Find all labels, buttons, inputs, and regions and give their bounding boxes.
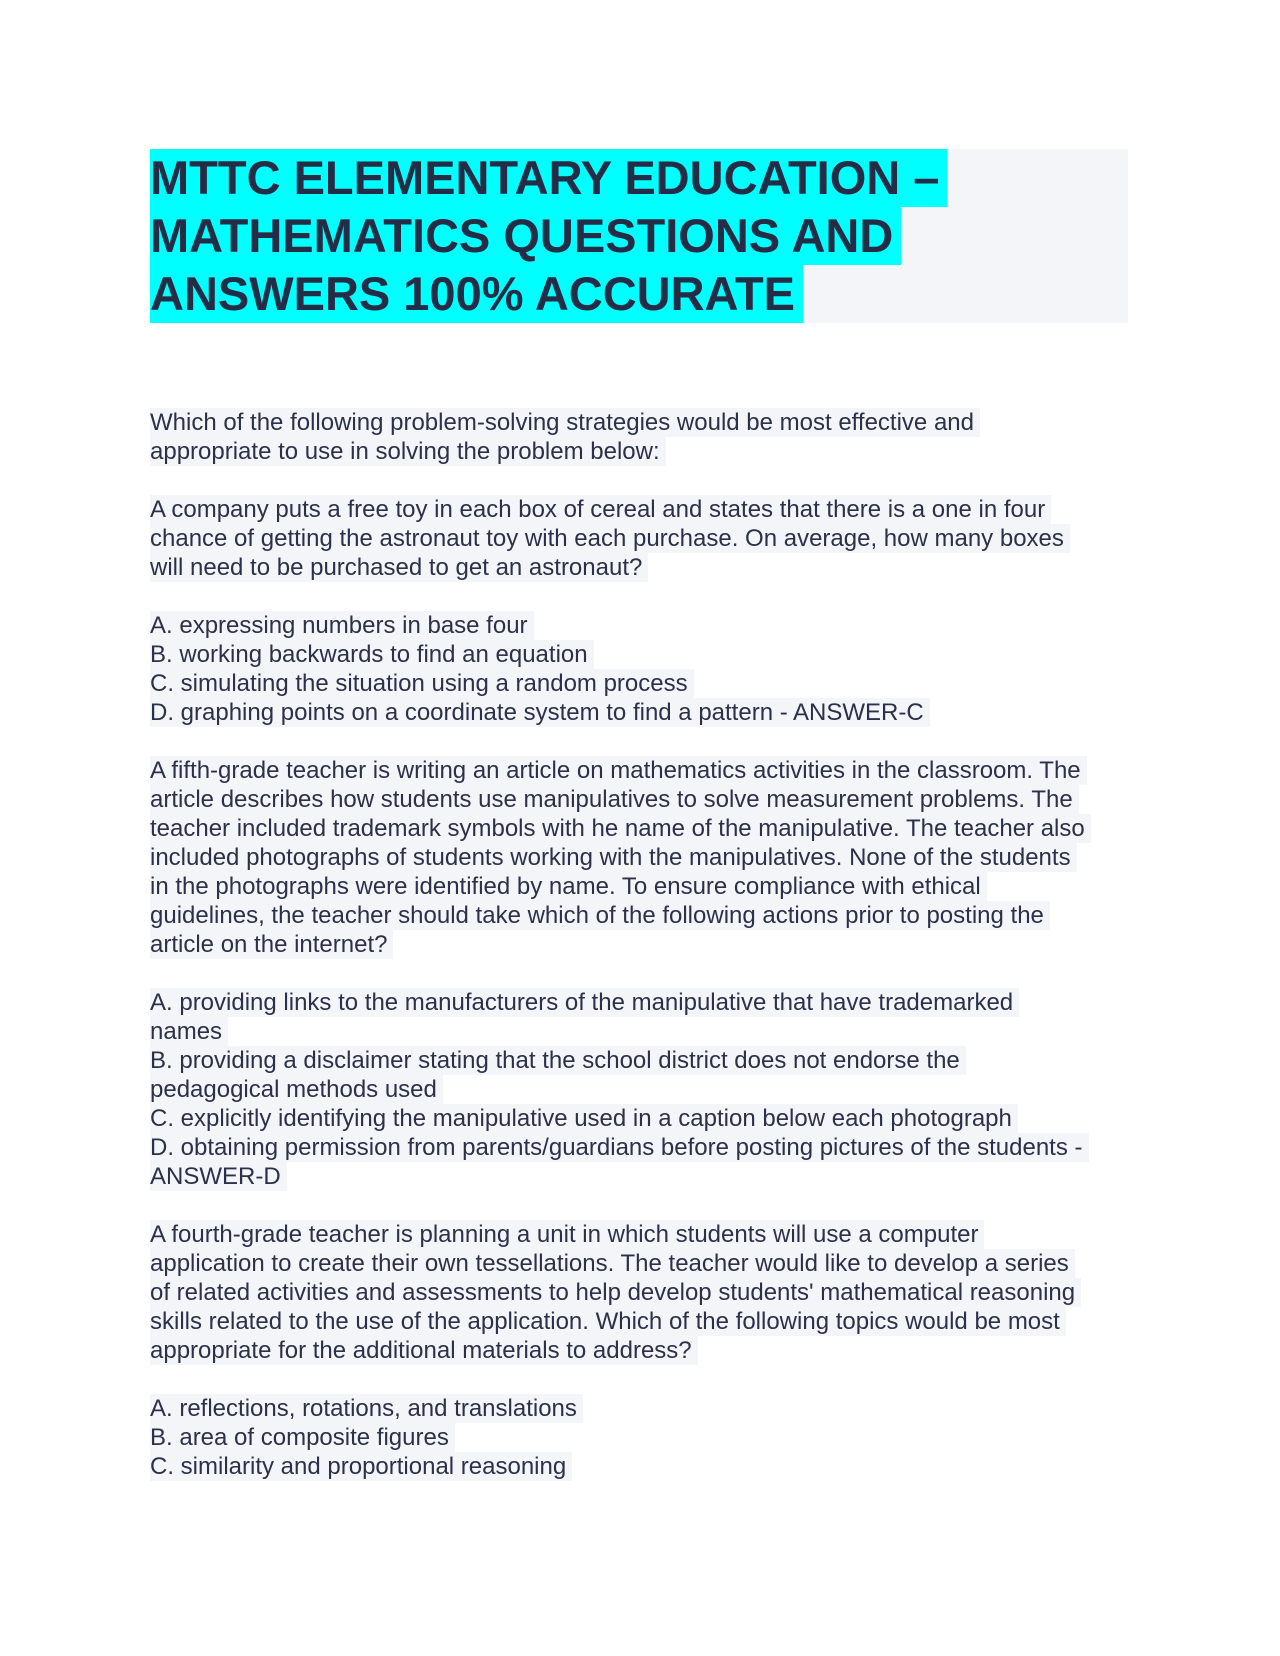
option-line: pedagogical methods used [150, 1075, 443, 1104]
question-3-options [150, 1394, 1140, 1481]
option-line: C. explicitly identifying the manipulative used in a caption below each photograph [150, 1104, 1018, 1133]
text-line: A fifth-grade teacher is writing an article on mathematics activities in the classroom. The [150, 756, 1087, 785]
option-line: B. providing a disclaimer stating that the school district does not endorse the [150, 1046, 966, 1075]
text-line: will need to be purchased to get an astronaut? [150, 553, 648, 582]
text-line: application to create their own tessellations. The teacher would like to develop a series [150, 1249, 1075, 1278]
text-line: A fourth-grade teacher is planning a unit in which students will use a computer [150, 1220, 984, 1249]
title-block [150, 149, 1128, 323]
text-line: guidelines, the teacher should take which of the following actions prior to posting the [150, 901, 1050, 930]
title-line: ANSWERS 100% ACCURATE [150, 265, 803, 323]
question-2-prompt [150, 756, 1140, 959]
option-line: A. reflections, rotations, and translations [150, 1394, 583, 1423]
document-body [150, 408, 1140, 1510]
option-line: A. providing links to the manufacturers of the manipulative that have trademarked [150, 988, 1019, 1017]
text-line: teacher included trademark symbols with he name of the manipulative. The teacher also [150, 814, 1091, 843]
option-line: B. working backwards to find an equation [150, 640, 594, 669]
text-line: in the photographs were identified by name. To ensure compliance with ethical [150, 872, 987, 901]
option-line: A. expressing numbers in base four [150, 611, 534, 640]
question-1-prompt [150, 408, 1140, 466]
text-line: article describes how students use manipulatives to solve measurement problems. The [150, 785, 1079, 814]
text-line: skills related to the use of the application. Which of the following topics would be most [150, 1307, 1066, 1336]
question-2-options [150, 988, 1140, 1191]
question-1-problem [150, 495, 1140, 582]
question-1-options [150, 611, 1140, 727]
text-line: A company puts a free toy in each box of cereal and states that there is a one in four [150, 495, 1051, 524]
text-line: included photographs of students working with the manipulatives. None of the students [150, 843, 1077, 872]
text-line: appropriate for the additional materials to address? [150, 1336, 698, 1365]
option-line: ANSWER-D [150, 1162, 287, 1191]
option-line: names [150, 1017, 228, 1046]
option-line: D. graphing points on a coordinate system to find a pattern - ANSWER-C [150, 698, 930, 727]
option-line: C. simulating the situation using a random process [150, 669, 694, 698]
text-line: of related activities and assessments to help develop students' mathematical reasoning [150, 1278, 1081, 1307]
option-line: C. similarity and proportional reasoning [150, 1452, 572, 1481]
text-line: chance of getting the astronaut toy with each purchase. On average, how many boxes [150, 524, 1070, 553]
option-line: D. obtaining permission from parents/guardians before posting pictures of the students - [150, 1133, 1089, 1162]
document-title [150, 149, 1128, 323]
title-line: MTTC ELEMENTARY EDUCATION – [150, 149, 947, 207]
option-line: B. area of composite figures [150, 1423, 455, 1452]
question-3-prompt [150, 1220, 1140, 1365]
title-line: MATHEMATICS QUESTIONS AND [150, 207, 901, 265]
text-line: article on the internet? [150, 930, 393, 959]
text-line: appropriate to use in solving the problem below: [150, 437, 666, 466]
text-line: Which of the following problem-solving strategies would be most effective and [150, 408, 980, 437]
